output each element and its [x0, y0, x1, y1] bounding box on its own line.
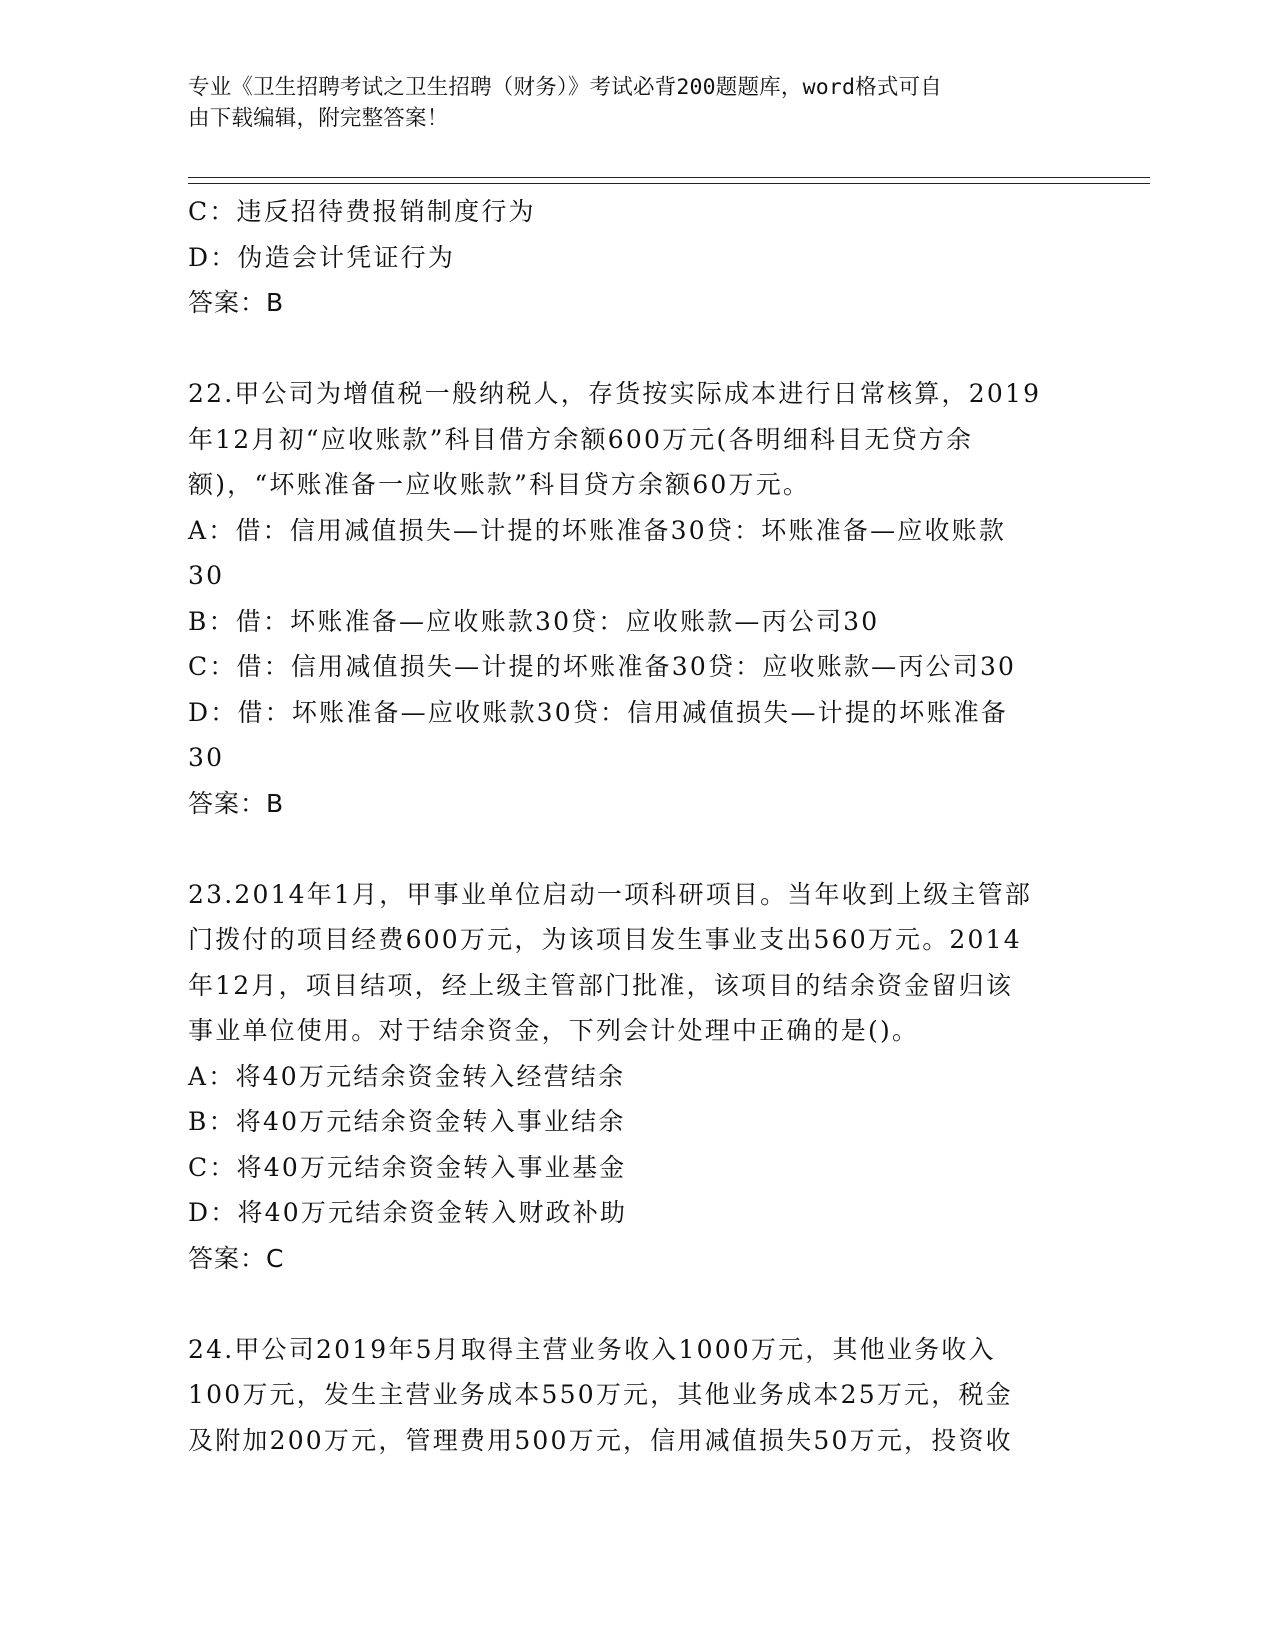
- question-24-stem: 100万元，发生主营业务成本550万元，其他业务成本25万元，税金: [188, 1380, 1013, 1409]
- question-22-option-c: C：借：信用减值损失—计提的坏账准备30贷：应收账款—丙公司30: [188, 652, 1017, 681]
- question-22-option-d: D：借：坏账准备—应收账款30贷：信用减值损失—计提的坏账准备: [188, 697, 1009, 727]
- question-22-stem: 22.甲公司为增值税一般纳税人，存货按实际成本进行日常核算，2019: [188, 379, 1042, 408]
- question-23-stem: 门拨付的项目经费600万元，为该项目发生事业支出560万元。2014: [188, 925, 1022, 954]
- question-23-answer: 答案：C: [188, 1243, 285, 1273]
- question-24-stem: 24.甲公司2019年5月取得主营业务收入1000万元，其他业务收入: [188, 1334, 996, 1364]
- question-22-stem: 年12月初“应收账款”科目借方余额600万元(各明细科目无贷方余: [188, 424, 974, 454]
- document-header: [188, 72, 1068, 134]
- question-23-option-a: A：将40万元结余资金转入经营结余: [188, 1061, 626, 1091]
- question-23-stem: 23.2014年1月，甲事业单位启动一项科研项目。当年收到上级主管部: [188, 879, 1033, 909]
- question-23-option-d: D：将40万元结余资金转入财政补助: [188, 1198, 628, 1227]
- document-body: [188, 189, 1088, 1463]
- question-22-option-b: B：借：坏账准备—应收账款30贷：应收账款—丙公司30: [188, 606, 880, 636]
- header-line-2: 由下载编辑，附完整答案！: [188, 106, 449, 131]
- header-divider: [188, 177, 1150, 184]
- option-c: C：违反招待费报销制度行为: [188, 197, 536, 226]
- question-23-option-c: C：将40万元结余资金转入事业基金: [188, 1152, 627, 1182]
- spacer: [188, 1281, 1088, 1327]
- question-22-option-a: A：借：信用减值损失—计提的坏账准备30贷：坏账准备—应收账款: [188, 515, 1007, 545]
- question-23-option-b: B：将40万元结余资金转入事业结余: [188, 1107, 626, 1136]
- spacer: [188, 826, 1088, 872]
- question-24-stem: 及附加200万元，管理费用500万元，信用减值损失50万元，投资收: [188, 1425, 1013, 1455]
- question-22-option-d: 30: [188, 743, 225, 772]
- option-d: D：伪造会计凭证行为: [188, 242, 456, 272]
- question-23-stem: 年12月，项目结项，经上级主管部门批准，该项目的结余资金留归该: [188, 970, 1014, 1000]
- spacer: [188, 326, 1088, 372]
- answer: 答案：B: [188, 288, 285, 317]
- question-22-answer: 答案：B: [188, 788, 285, 818]
- question-22-option-a: 30: [188, 561, 225, 590]
- question-23-stem: 事业单位使用。对于结余资金，下列会计处理中正确的是()。: [188, 1016, 920, 1045]
- question-22-stem: 额)，“坏账准备一应收账款”科目贷方余额60万元。: [188, 470, 811, 499]
- header-line-1: 专业《卫生招聘考试之卫生招聘（财务）》考试必背200题题库，word格式可自: [188, 75, 942, 100]
